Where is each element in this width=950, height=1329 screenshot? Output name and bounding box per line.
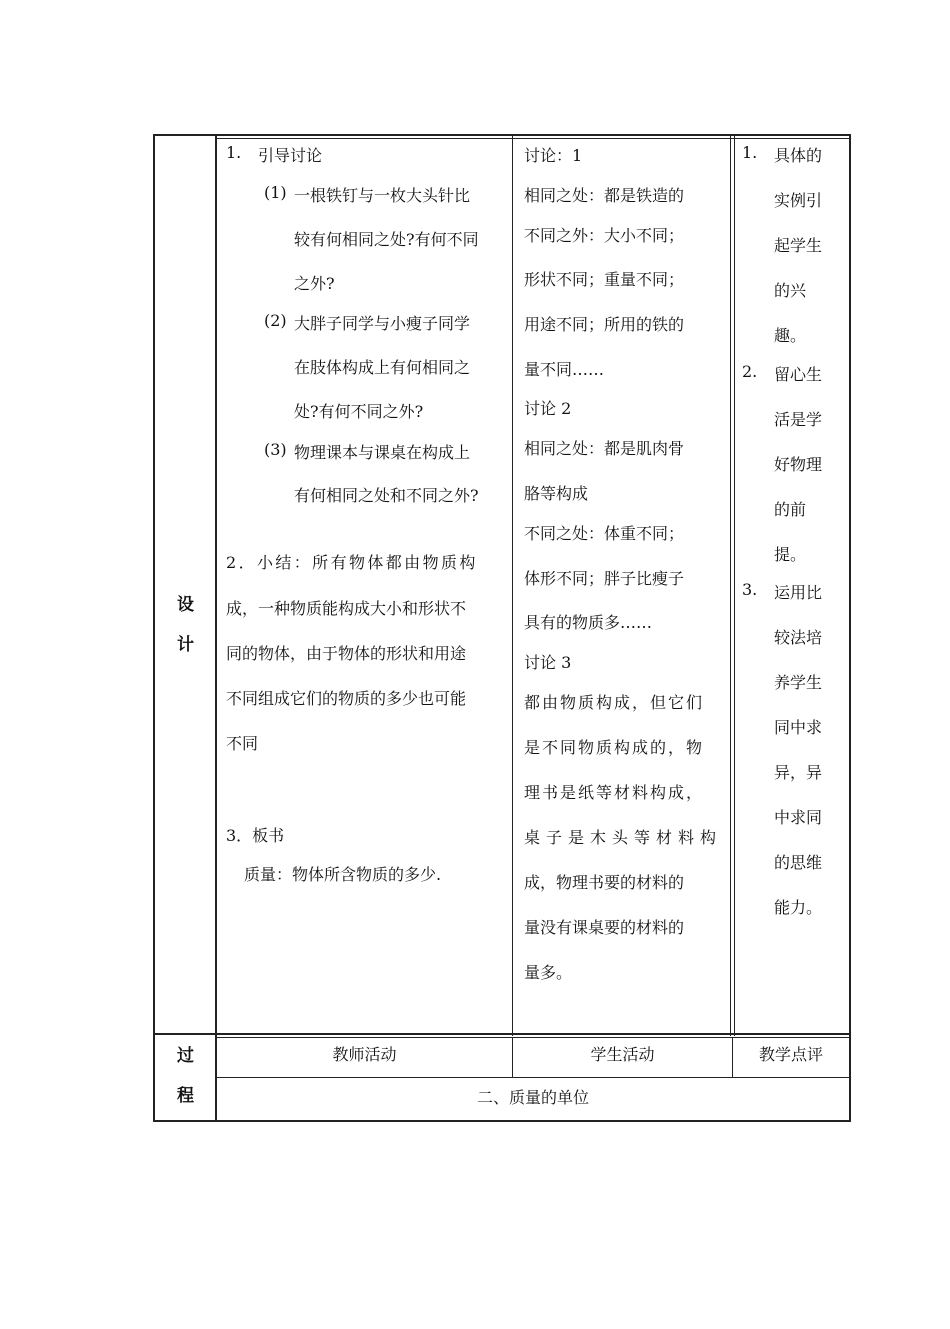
side-label-she: 设 (177, 595, 194, 615)
teacher-summary-line: 同的物体，由于物体的形状和用途 (226, 644, 467, 663)
teacher-summary-line: 成，一种物质能构成大小和形状不 (226, 599, 467, 618)
student-line: 理书是纸等材料构成， (524, 783, 705, 802)
comment-item-line: 好物理 (774, 455, 823, 474)
side-label-cheng: 程 (177, 1086, 194, 1106)
teacher-q2-line: 大胖子同学与小瘦子同学 (294, 314, 471, 333)
comment-item-line: 的兴 (774, 281, 807, 300)
comment-item-line: 的前 (774, 500, 807, 519)
student-line: 量不同…… (524, 360, 605, 379)
student-line: 用途不同；所用的铁的 (524, 315, 685, 334)
student-line: 不同之外：大小不同； (524, 226, 685, 245)
student-line: 形状不同；重量不同； (524, 270, 685, 289)
side-label-ji: 计 (177, 635, 194, 655)
teacher-board-title: 3．板书 (226, 826, 285, 845)
teacher-q3-num: (3) (264, 440, 287, 459)
student-line: 讨论 2 (524, 399, 572, 418)
teacher-summary-line: 不同 (226, 734, 259, 753)
comment-item-line: 具体的 (774, 146, 823, 165)
student-line: 讨论：1 (524, 146, 583, 165)
comment-item-line: 的思维 (774, 853, 823, 872)
comment-item-num: 1. (742, 143, 758, 162)
table-border-top (153, 134, 851, 136)
student-line: 都由物质构成，但它们 (524, 693, 705, 712)
comment-item-line: 实例引 (774, 191, 823, 210)
student-line: 是不同物质构成的，物 (524, 738, 705, 757)
student-line: 具有的物质多…… (524, 613, 653, 632)
comment-item-num: 2. (742, 362, 758, 381)
comment-item-line: 留心生 (774, 365, 823, 384)
teacher-board-text: 质量：物体所含物质的多少. (244, 865, 442, 884)
comment-item-line: 提。 (774, 545, 807, 564)
comment-item-num: 3. (742, 580, 758, 599)
student-line: 不同之处：体重不同； (524, 524, 685, 543)
teacher-q2-line: 在肢体构成上有何相同之 (294, 358, 471, 377)
divider-comment-upper (734, 134, 735, 1036)
student-line: 量没有课桌要的材料的 (524, 918, 685, 937)
teacher-q2-line: 处?有何不同之外? (294, 402, 424, 421)
student-line: 成，物理书要的材料的 (524, 873, 685, 892)
inner-top (215, 138, 849, 139)
comment-item-line: 较法培 (774, 628, 823, 647)
student-line: 相同之处：都是肌肉骨 (524, 439, 685, 458)
teacher-summary-line: 不同组成它们的物质的多少也可能 (226, 689, 467, 708)
teacher-q1-line: 之外? (294, 274, 335, 293)
teacher-q3-line: 物理课本与课桌在构成上 (294, 443, 471, 462)
student-line: 胳等构成 (524, 484, 589, 503)
teacher-q1-line: 较有何相同之处?有何不同 (294, 230, 479, 249)
comment-item-line: 活是学 (774, 410, 823, 429)
header-bottom-line (215, 1077, 849, 1078)
divider-teacher-student-upper (512, 134, 513, 1036)
teacher-q3-line: 有何相同之处和不同之外? (294, 486, 479, 505)
comment-item-line: 能力。 (774, 898, 823, 917)
student-line: 桌子是木头等材料构 (524, 828, 723, 847)
section-title: 二、质量的单位 (476, 1088, 589, 1107)
comment-item-line: 异，异 (774, 763, 823, 782)
teacher-q1-line: 一根铁钉与一枚大头针比 (294, 186, 471, 205)
comment-item-line: 趣。 (774, 326, 807, 345)
comment-item-line: 同中求 (774, 718, 823, 737)
table-border-bottom (153, 1120, 851, 1122)
teacher-item1-title: 引导讨论 (258, 146, 323, 165)
teacher-summary-line: 2．小结：所有物体都由物质构 (226, 553, 478, 572)
double-line-1 (155, 1033, 849, 1035)
student-line: 体形不同；胖子比瘦子 (524, 569, 685, 588)
teacher-q2-num: (2) (264, 311, 287, 330)
comment-item-line: 养学生 (774, 673, 823, 692)
divider-student-upper-right (730, 134, 731, 1036)
teacher-q1-num: (1) (264, 183, 287, 202)
student-line: 量多。 (524, 963, 573, 982)
comment-item-line: 运用比 (774, 583, 823, 602)
table-border-right (849, 134, 851, 1122)
divider-side (215, 134, 217, 1122)
table-border-left (153, 134, 155, 1122)
double-line-2 (215, 1037, 849, 1038)
comment-item-line: 中求同 (774, 808, 823, 827)
student-line: 讨论 3 (524, 653, 572, 672)
header-teaching-comment: 教学点评 (758, 1045, 823, 1064)
student-line: 相同之处：都是铁造的 (524, 186, 685, 205)
side-label-guo: 过 (177, 1046, 194, 1066)
header-teacher-activity: 教师活动 (332, 1045, 397, 1064)
comment-item-line: 起学生 (774, 236, 823, 255)
teacher-item1-num: 1. (226, 143, 242, 162)
header-student-activity: 学生活动 (590, 1045, 655, 1064)
